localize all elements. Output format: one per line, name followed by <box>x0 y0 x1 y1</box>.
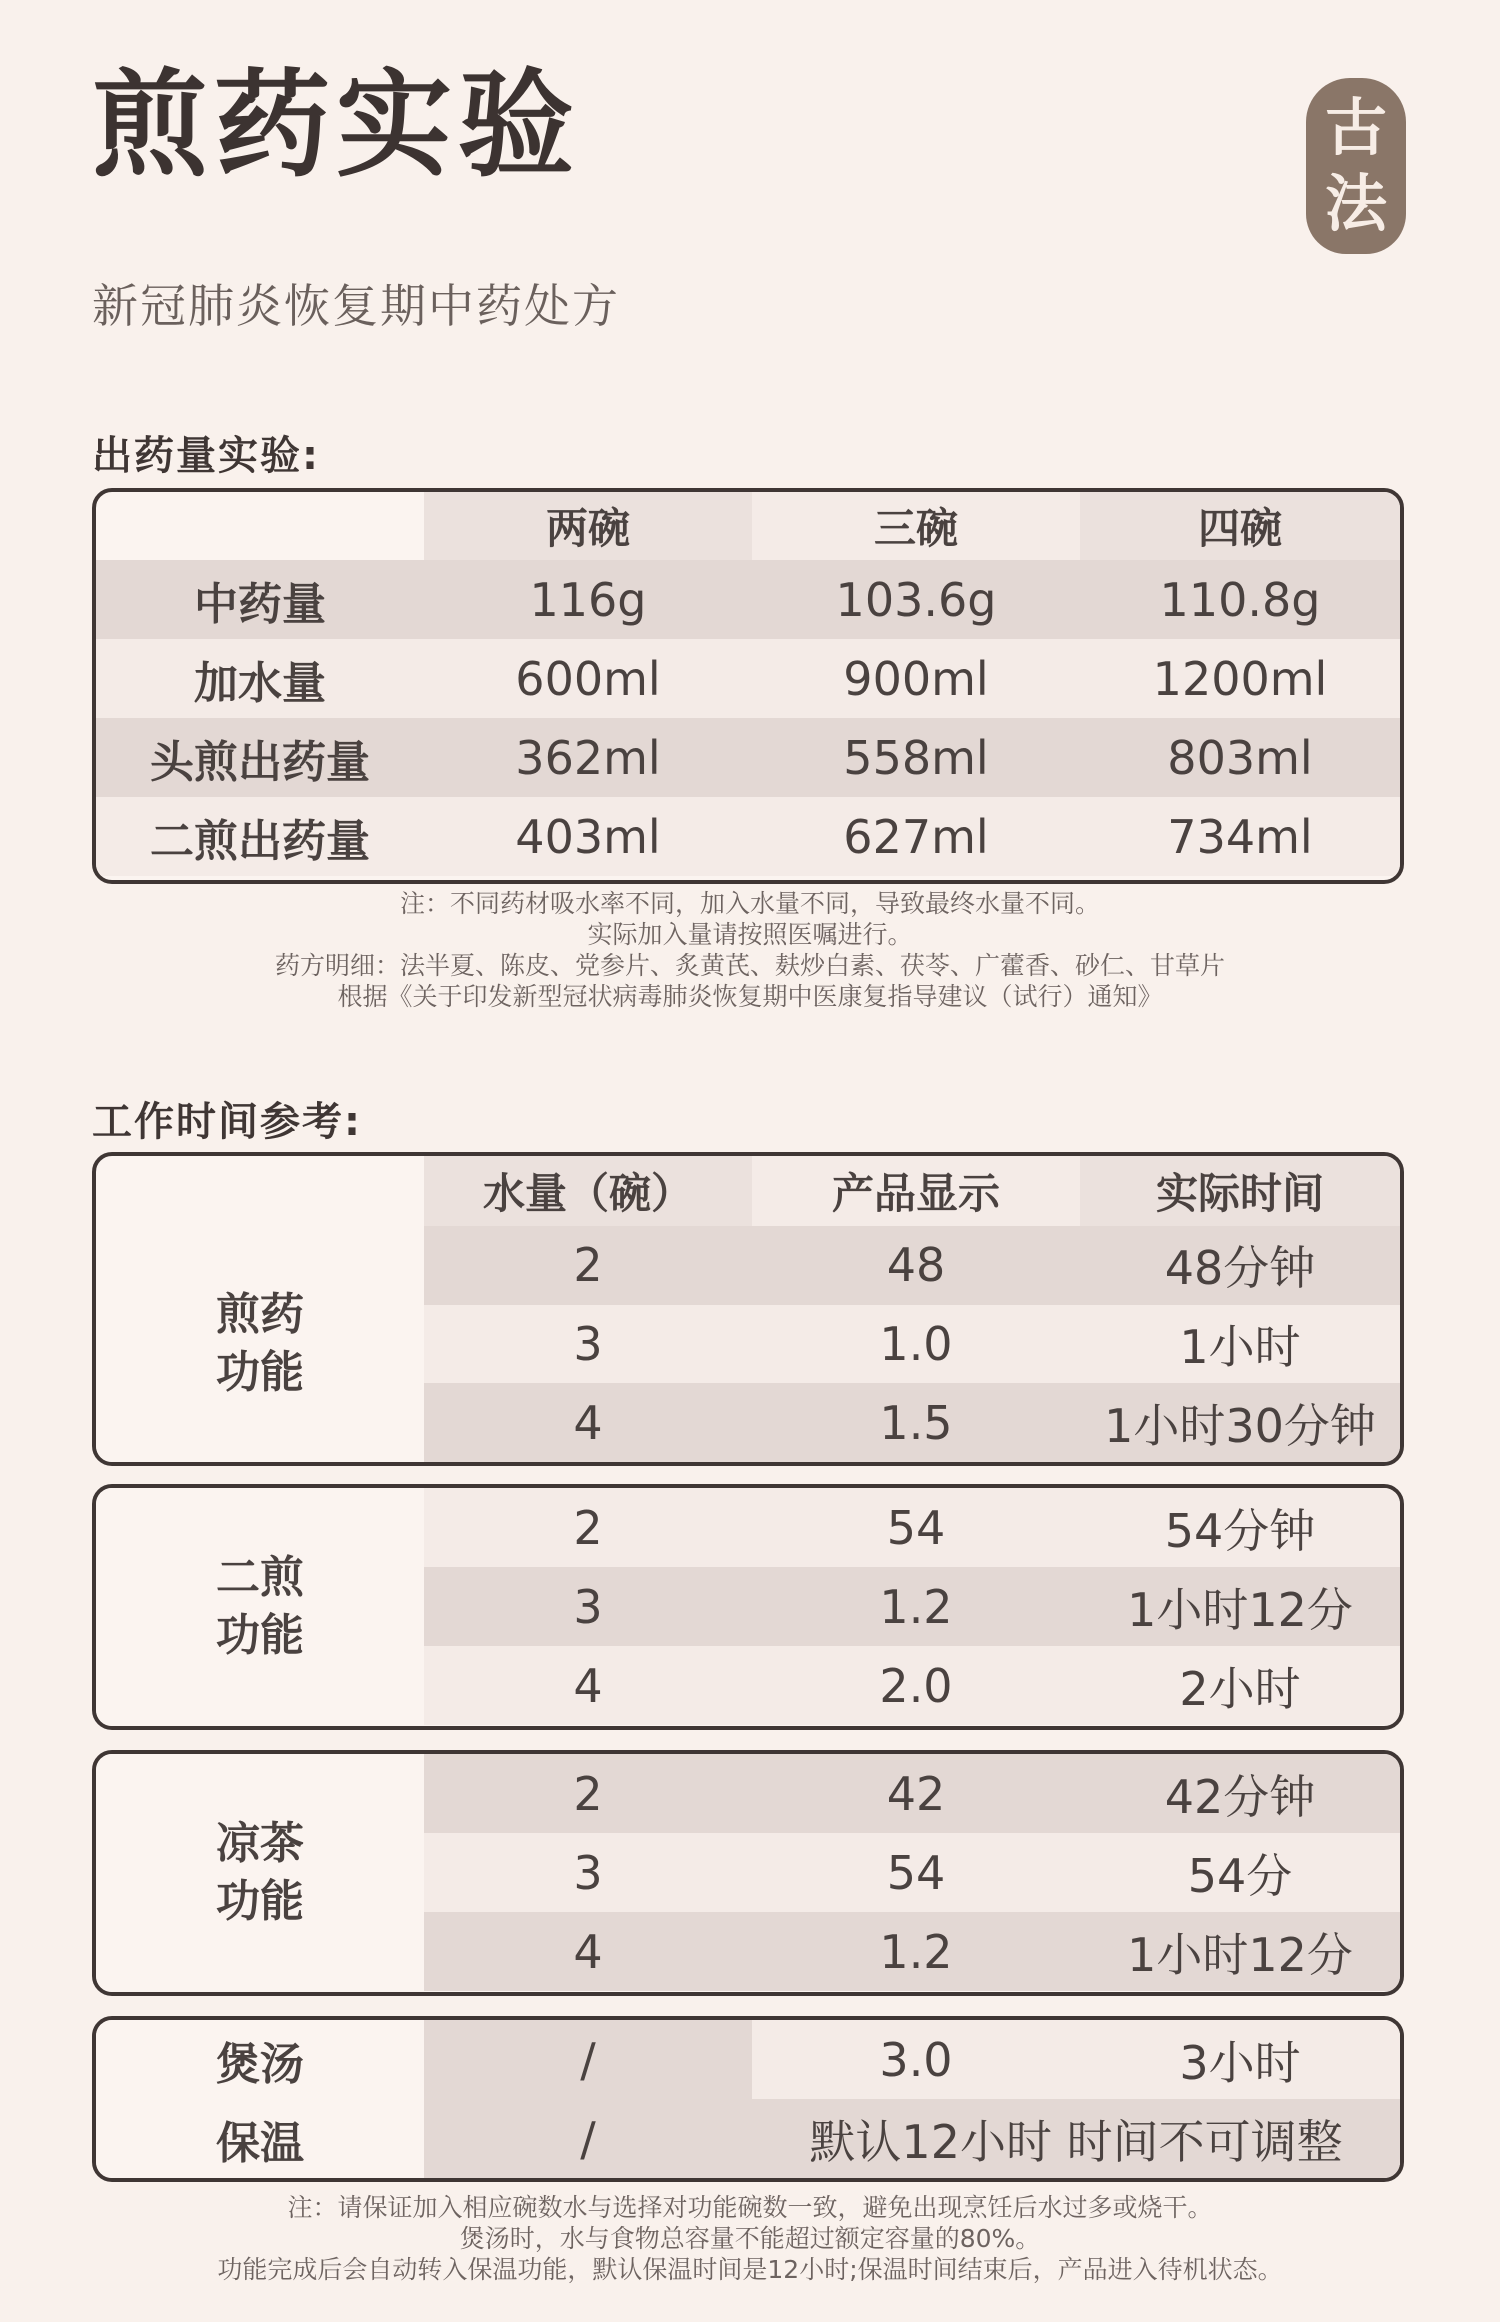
decoct-function-table <box>92 1152 1404 1466</box>
group-label-line: 功能 <box>216 1610 304 1661</box>
row-label: 头煎出药量 <box>150 736 370 788</box>
table-cell: 54分钟 <box>1164 1503 1316 1558</box>
table-row <box>96 2020 1400 2099</box>
yield-table <box>92 488 1404 884</box>
table-cell: 1小时12分 <box>1127 1927 1353 1982</box>
table-cell: 1.2 <box>879 1579 953 1634</box>
table-row <box>424 1646 1400 1725</box>
table-row <box>96 718 1400 797</box>
row-label: 保温 <box>216 2117 304 2169</box>
table-cell: 2.0 <box>879 1658 953 1713</box>
group-label-line: 二煎 <box>216 1552 304 1603</box>
table-cell: 600ml <box>515 651 661 706</box>
group-label-second-decoct <box>96 1488 424 1726</box>
header-cell-actual-time: 实际时间 <box>1080 1156 1400 1226</box>
table-cell: 4 <box>573 1395 603 1450</box>
table-cell: 2 <box>573 1238 603 1293</box>
table-cell: 3 <box>573 1845 603 1900</box>
table-cell: 42 <box>886 1766 946 1821</box>
table-row <box>424 1383 1400 1462</box>
header-cell-water: 水量（碗） <box>424 1156 752 1226</box>
note-line: 根据《关于印发新型冠状病毒肺炎恢复期中医康复指导建议（试行）通知》 <box>337 982 1163 1011</box>
table-cell: 48分钟 <box>1164 1241 1316 1296</box>
group-label-line: 煎药 <box>216 1289 304 1340</box>
table-cell: 1.2 <box>879 1924 953 1979</box>
header-cell-empty <box>96 492 424 560</box>
table-cell: 362ml <box>515 730 661 785</box>
header-cell-three-bowls: 三碗 <box>752 492 1080 560</box>
yield-notes <box>0 888 1500 1012</box>
table-cell: 1200ml <box>1152 651 1328 706</box>
table-cell: / <box>424 2099 752 2178</box>
gufa-seal-logo <box>1306 78 1406 254</box>
group-label-herbal-tea <box>96 1754 424 1992</box>
note-line: 煲汤时，水与食物总容量不能超过额定容量的80%。 <box>459 2224 1041 2253</box>
worktime-section-title: 工作时间参考: <box>92 1099 362 1145</box>
table-row <box>96 560 1400 639</box>
table-cell: 4 <box>573 1658 603 1713</box>
table-cell: 900ml <box>843 651 989 706</box>
table-row <box>424 1567 1400 1646</box>
soup-warm-table <box>92 2016 1404 2182</box>
table-cell: 110.8g <box>1159 572 1321 627</box>
table-cell: 54 <box>886 1845 946 1900</box>
table-cell: 1小时 <box>1179 1320 1301 1374</box>
table-row <box>424 1226 1400 1305</box>
table-row <box>96 2099 1400 2178</box>
row-label: 二煎出药量 <box>150 815 370 867</box>
table-cell-merged: 默认12小时 时间不可调整 <box>752 2099 1400 2178</box>
worktime-notes <box>0 2192 1500 2285</box>
table-cell: 3 <box>573 1317 603 1371</box>
header-cell-display: 产品显示 <box>752 1156 1080 1226</box>
header-cell-four-bowls: 四碗 <box>1080 492 1400 560</box>
group-label-line: 功能 <box>216 1347 304 1398</box>
note-line: 功能完成后会自动转入保温功能，默认保温时间是12小时;保温时间结束后，产品进入待机状态。 <box>217 2255 1283 2284</box>
row-label: 中药量 <box>194 578 326 630</box>
yield-table-header <box>96 492 1400 560</box>
page-subtitle: 新冠肺炎恢复期中药处方 <box>92 279 620 333</box>
table-cell: 403ml <box>515 809 661 864</box>
table-cell: 54 <box>886 1500 946 1555</box>
note-line: 注：不同药材吸水率不同，加入水量不同，导致最终水量不同。 <box>399 889 1100 918</box>
table-row <box>424 1754 1400 1833</box>
table-row <box>424 1833 1400 1912</box>
table-cell: 558ml <box>843 730 989 785</box>
table-cell: 1小时12分 <box>1127 1582 1353 1637</box>
table-cell: 803ml <box>1167 730 1313 785</box>
table-row <box>96 797 1400 876</box>
note-line: 实际加入量请按照医嘱进行。 <box>587 920 913 949</box>
table-cell: 1.0 <box>879 1317 953 1371</box>
table-cell: 2 <box>573 1766 603 1821</box>
table-cell: 2小时 <box>1179 1661 1301 1716</box>
table-cell: 103.6g <box>835 572 997 627</box>
page-title: 煎药实验 <box>92 58 580 193</box>
note-line: 药方明细：法半夏、陈皮、党参片、炙黄芪、麸炒白素、茯苓、广藿香、砂仁、甘草片 <box>274 951 1225 980</box>
table-cell: / <box>424 2020 752 2099</box>
group-label-line: 功能 <box>216 1876 304 1927</box>
table-cell: 3小时 <box>1080 2020 1400 2099</box>
table-row <box>96 639 1400 718</box>
table-row <box>424 1488 1400 1567</box>
table-cell: 1.5 <box>879 1395 953 1450</box>
table-cell: 4 <box>573 1924 603 1979</box>
yield-section-title: 出药量实验: <box>92 433 320 479</box>
table-cell: 48 <box>886 1238 946 1293</box>
group-label-decoct <box>96 1226 424 1462</box>
seal-char-2: 法 <box>1324 167 1387 240</box>
table-cell: 116g <box>529 572 647 627</box>
herbal-tea-function-table <box>92 1750 1404 1996</box>
header-cell-two-bowls: 两碗 <box>424 492 752 560</box>
table-cell: 2 <box>573 1500 603 1555</box>
table-cell: 3 <box>573 1579 603 1634</box>
header-cell-empty <box>96 1156 424 1226</box>
table-cell: 734ml <box>1167 809 1313 864</box>
row-label: 煲汤 <box>216 2038 304 2090</box>
table-row <box>424 1912 1400 1991</box>
table-cell: 54分 <box>1187 1848 1293 1903</box>
table-row <box>424 1305 1400 1384</box>
table-cell: 627ml <box>843 809 989 864</box>
group-label-line: 凉茶 <box>216 1818 304 1869</box>
second-decoct-function-table <box>92 1484 1404 1730</box>
table-cell: 42分钟 <box>1164 1769 1316 1824</box>
worktime-table-header <box>96 1156 1400 1226</box>
table-cell: 3.0 <box>752 2020 1080 2099</box>
table-cell: 1小时30分钟 <box>1104 1398 1376 1453</box>
row-label: 加水量 <box>194 657 326 709</box>
note-line: 注：请保证加入相应碗数水与选择对功能碗数一致，避免出现烹饪后水过多或烧干。 <box>287 2193 1213 2222</box>
seal-char-1: 古 <box>1324 91 1387 164</box>
